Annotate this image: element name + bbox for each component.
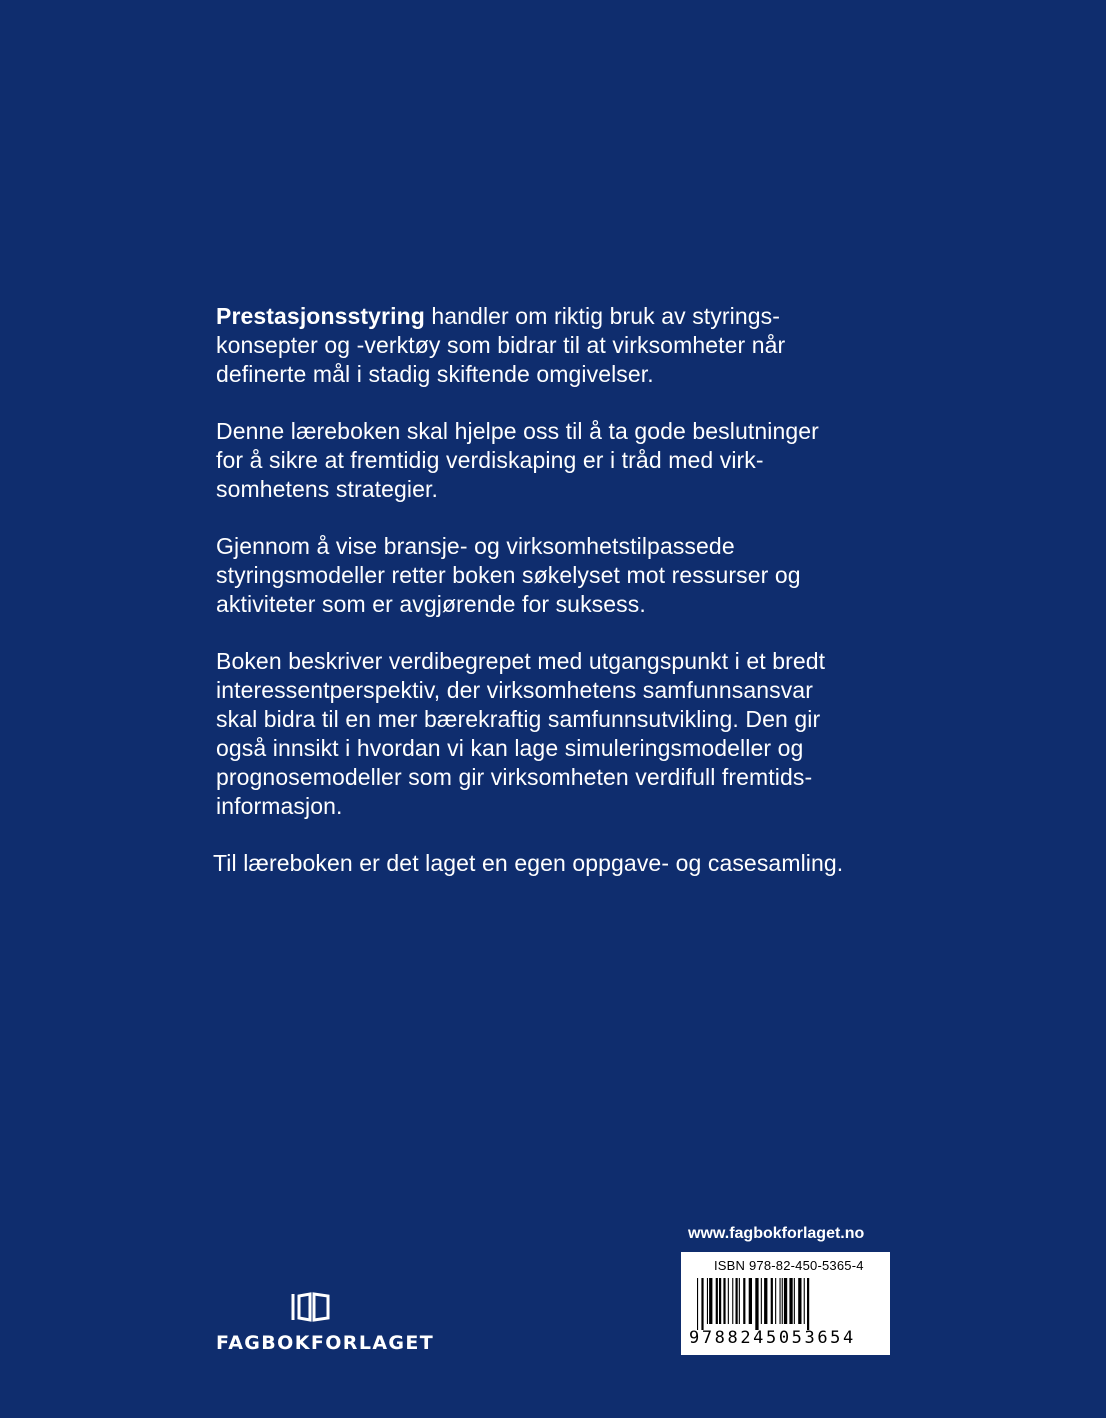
barcode-bar — [739, 1278, 740, 1324]
barcode-bar — [736, 1278, 738, 1324]
back-cover-blurb — [213, 302, 906, 906]
barcode-bar — [697, 1278, 698, 1330]
blurb-paragraph-3: Gjennom å vise bransje- og virksomhetstilpassede styringsmodeller retter boken søkelyset mot ressurser og aktiviteter som er avgjørende for suksess. — [216, 533, 801, 617]
barcode-bar — [761, 1278, 762, 1324]
barcode-bar — [749, 1278, 752, 1324]
publisher-url[interactable]: www.fagbokforlaget.no — [688, 1225, 865, 1242]
barcode-bar — [798, 1278, 801, 1324]
barcode-bar — [707, 1278, 708, 1324]
blurb-keyword: Prestasjonsstyring — [216, 303, 425, 329]
blurb-paragraph-5: Til læreboken er det laget en egen oppgave- og casesamling. — [213, 850, 844, 876]
barcode-bar — [775, 1278, 776, 1324]
open-book-icon — [290, 1292, 334, 1322]
barcode-bar — [771, 1278, 773, 1324]
barcode-bar — [732, 1278, 733, 1324]
barcode-bar — [807, 1278, 809, 1330]
isbn-label: ISBN 978-82-450-5365-4 — [714, 1258, 864, 1273]
barcode-bars — [695, 1278, 873, 1330]
barcode-bar — [723, 1278, 725, 1324]
blurb-paragraph-1 — [216, 302, 906, 389]
barcode-digits: 9788245053654 — [689, 1328, 856, 1348]
barcode-bar — [782, 1278, 783, 1324]
blurb-paragraph-4: Boken beskriver verdibegrepet med utgangspunkt i et bredt interessentperspektiv, der virksomhetens samfunnsansvar skal bidra til en mer bærekraftig samfunnsutvikling. Den gir også innsikt i hvordan vi kan lage simuleringsmodeller og prognosemodeller som gir virksomheten verdifull fremtids- informasjon. — [216, 648, 826, 819]
barcode-bar — [701, 1278, 703, 1330]
barcode-bar — [780, 1278, 781, 1324]
barcode-bar — [764, 1278, 767, 1324]
blurb-paragraph-2: Denne læreboken skal hjelpe oss til å ta gode beslutninger for å sikre at fremtidig verdiskaping er i tråd med virk- somhetens strategier. — [216, 418, 819, 502]
isbn-barcode — [681, 1252, 890, 1355]
barcode-bar — [755, 1278, 758, 1330]
barcode-bar — [784, 1278, 787, 1324]
barcode-bar — [716, 1278, 718, 1324]
barcode-bar — [743, 1278, 745, 1324]
blurb-paragraph-1-text: handler om riktig bruk av styrings- konsepter og -verktøy som bidrar til at virksomheter når definerte mål i stadig skiftende omgivelser. — [216, 303, 786, 387]
barcode-bar — [789, 1278, 792, 1324]
barcode-bar — [719, 1278, 721, 1324]
publisher-logo — [216, 1292, 435, 1362]
barcode-bar — [804, 1278, 805, 1324]
barcode-bar — [709, 1278, 712, 1324]
barcode-bar — [794, 1278, 795, 1324]
publisher-name: FAGBOKFORLAGET — [216, 1332, 435, 1354]
barcode-bar — [728, 1278, 729, 1324]
